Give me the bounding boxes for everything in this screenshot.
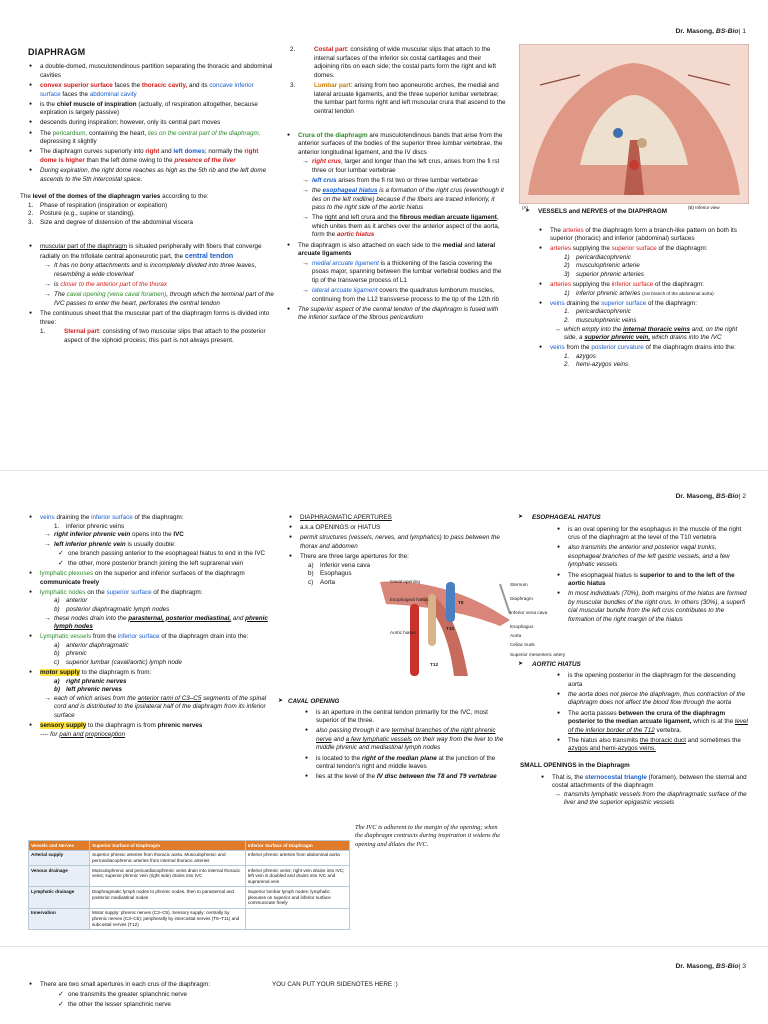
list-item: → is closer to the anterior part of the thorax [54,281,276,290]
side-note: The IVC is adherent to the margin of the opening; when the diaphragm contracts during inspiration it widens the opening and dilates the IVC. [355,824,501,848]
fig-label-eso: Esophageal hiatus [390,597,429,602]
list-item: ● is an oval opening for the esophagus in the muscle of the right crus of the diaphragm at the level of the T10 vertebra [568,526,748,543]
list-item: ● a double-domed, musculotendinous partition separating the thoracic and abdominal cavities [40,63,276,80]
list-item: ● In most individuals (70%), both margins of the hiatus are formed by muscular bundles of the right crus. In others (30%), a superfi cial muscular bundle from the left crus contributes to the formation of the right margin of the hiatus [568,590,748,624]
ivc-shape [446,582,455,622]
aorta-shape [410,604,419,676]
p1-col3 [525,208,750,372]
list-item: → medial arcuate ligament is a thickening of the fascia covering the psoas major, spanning between the lumbar vertebral bodies and the tip of the transverse process of L1 [312,260,508,286]
list-item: 3. Lumbar part: arising from two aponeurotic arches, the medial and lateral arcuate ligaments, and the three superior lumbar vertebrae; the lumbar part forms right and left muscular crura that ascend to the central tendon [290,82,506,115]
list-item: ● The esophageal hiatus is superior to and to the left of the aortic hiatus [568,572,748,589]
list-item: → right inferior phrenic vein opens into the IVC [54,531,278,540]
list-item: ✓ one transmits the greater splanchnic nerve [68,991,278,1000]
list-item: ● is the opening posterior in the diaphragm for the descending aorta [568,672,748,689]
author: Dr. Masong, [675,28,715,35]
list-item: ● The aorta passes between the crura of the diaphragm posterior to the median arcuate ligament, which is at the level of the inferior border of the T12 vertebra. [568,710,748,736]
list-item: 2. Costal part: consisting of wide muscular slips that attach to the internal surfaces of the inferior six costal cartilages and their adjoining ribs on each side; the costal parts form the right and left domes. [290,46,497,79]
section-title: ➤ CAVAL OPENING [278,698,340,705]
fig-label-t12: T12 [430,662,439,667]
list-item: → The right and left crura and the fibrous median arcuate ligament, which unites them as it arches over the anterior aspect of the aorta, form the aortic hiatus [312,214,508,240]
list-item: ✓ the other the lesser splanchnic nerve [68,1001,278,1010]
section-title: ➤ AORTIC HIATUS [518,660,581,668]
p3-col1 [28,981,278,1011]
list-item: ● motor supply to the diaphragm is from: a) right phrenic nerves b) left phrenic nerves → each of which arises from the anterior rami of C3–C5 segments of the spinal cord and is distributed to the ipsilateral half of the diaphragm from its inferior surface [40,669,278,720]
list-item: ● also passing through it are terminal branches of the right phrenic nerve and a few lymphatic vessels on their way from the liver to the middle phrenic and mediastinal lymph nodes [316,727,504,753]
list-item: → It has no bony attachments and is incompletely divided into three leaves, resembling a wide cloverleaf [54,262,276,279]
list-item: ● The diaphragm is also attached on each side to the medial and lateral arcuate ligaments → medial arcuate ligament is a thickening of the fascia covering the psoas major, spanning between the lumbar vertebral bodies and the tip of the transverse process of L1 → lateral arcuate ligament covers the quadratus lumborum muscles, continuing from the L12 transverse process to the tip of the 12th rib [298,242,508,305]
figure-label: (B) Inferior view [688,205,720,210]
course: BS-Bio [715,28,739,35]
apertures-figure [350,574,566,678]
list-item: → left inferior phrenic vein is usually double: ✓ one branch passing anterior to the esophageal hiatus to end in the IVC ✓ the other, more posterior branch joining the left suprarenal vein [54,541,278,568]
list-item: ● convex superior surface faces the thoracic cavity, and its concave inferior surface faces the abdominal cavity [40,82,276,99]
list-item: ● The pericardium, containing the heart, lies on the central part of the diaphragm, depressing it slightly [40,130,276,147]
fig-label-sma: Superior mesenteric artery [510,652,566,657]
p1-col2 [286,46,508,324]
fig-label-caval: Caval opening [390,579,420,584]
list-item: ● veins draining the superior surface of the diaphragm: 1. pericardiacophrenic 2. musculophrenic veins → which empty into the internal thoracic veins and, on the right side, a superior phrenic vein, which drains into the IVC [550,300,750,343]
table-row: Arterial supply Superior phrenic arteries from thoracic aorta. Musculophrenic and pericardiacophrenic arteries from internal thoracic arteries Inferior phrenic arteries from abdominal aorta [29,850,350,865]
list-item: ● veins draining the inferior surface of the diaphragm: 1. inferior phrenic veins → right inferior phrenic vein opens into the IVC → left inferior phrenic vein is usually double: ✓ one branch passing anterior to the esophageal hiatus to end in the IVC ✓ the other, more posterior branch joining the left suprarenal vein [40,514,278,569]
list-item: → each of which arises from the anterior rami of C3–C5 segments of the spinal cord and is distributed to the ipsilateral half of the diaphragm from its inferior surface [54,695,278,721]
fig-label-esophagus: Esophagus [510,624,534,629]
page-divider [0,946,768,947]
list-item: ● lies at the level of the IV disc between the T8 and T9 vertebrae [316,773,504,782]
list-item: ● The superior aspect of the central tendon of the diaphragm is fused with the inferior surface of the fibrous pericardium [298,306,508,323]
table-row: Lymphatic drainage Diaphragmatic lymph nodes to phrenic nodes, then to parasternal and posterior mediastinal nodes Superior lumbar lymph nodes; lymphatic plexuses on superior and inferior surface communicate freely [29,887,350,908]
page-header-2: Dr. Masong, BS-Bio| 2 [675,493,746,500]
list-item: ● is the chief muscle of inspiration (actually, of respiration altogether, because expiration is largely passive) [40,101,276,118]
esophagus-shape [428,594,436,646]
list-item: ● is located to the right of the median plane at the junction of the central tendon's right and middle leaves [316,755,504,772]
list-item: ● The hiatus also transmits the thoracic duct and sometimes the azygos and hemi-azygos veins. [568,737,748,754]
fig-label-celiac: Celiac trunk [510,642,535,647]
list-item: → which empty into the internal thoracic veins and, on the right side, a superior phrenic vein, which drains into the IVC [564,326,750,343]
section-title: SMALL OPENINGS in the Diaphragm [520,761,630,769]
paragraph: The level of the domes of the diaphragm varies according to the: [20,193,209,201]
page-header-3: Dr. Masong, BS-Bio| 3 [675,963,746,970]
table-row: Venous drainage Musculophrenic and pericardiacophrenic veins drain into internal thoracic veins; superior phrenic vein (right side) drains into IVC Inferior phrenic veins; right vein drains into IVC; left vein is doubled and drains into IVC and suprarenal vein [29,866,350,887]
list-item: ● That is, the sternocostal triangle (foramen), between the sternal and costal attachments of the diaphragm → transmits lymphatic vessels from the diaphragmatic surface of the liver and the superior epigastric vessels [552,774,748,808]
list-item: ● also transmits the anterior and posterior vagal trunks, esophageal branches of the left gastric vessels, and a few lymphatic vessels [568,544,748,570]
section-title: ➤ ESOPHAGEAL HIATUS [518,514,601,521]
list-item: ● The continuous sheet that the muscular part of the diaphragm forms is divided into three: 1. Sternal part: consisting of two muscular slips that attach to the posterior aspect of the xiphoid process; this part is not always present. [40,310,276,345]
page-divider [0,470,768,471]
list-item: ● There are three large apertures for the: a) Inferior vena cava b) Esophagus c) Aorta [300,553,504,587]
list-item: → transmits lymphatic vessels from the diaphragmatic surface of the liver and the superior epigastric vessels [564,791,748,808]
list-item: ● a.k.a OPENINGS or HIATUS [300,524,504,533]
list-item: ● is an aperture in the central tendon primarily for the IVC, most superior of the three. [316,709,504,726]
p2-col2b [278,698,504,783]
list-item: ✓ one branch passing anterior to the esophageal hiatus to end in the IVC [68,550,278,559]
fig-label-aortic: Aortic hiatus [390,630,416,635]
table-header-row: Vessels and Nerves Superior Surface of Diaphragm Inferior Surface of Diaphragm [29,841,350,851]
list-item: → these nodes drain into the parasternal, posterior mediastinal, and phrenic lymph nodes [54,615,278,632]
vessels-nerves-table [28,840,350,930]
section-title: ➤ VESSELS and NERVES of the DIAPHRAGM [525,208,667,215]
fig-label-ivc: Inferior vena cava [510,610,548,615]
fig-label-t10: T10 [446,626,455,631]
fig-label-sternum: Sternum [510,582,528,587]
fig-label-aorta: Aorta [510,633,522,638]
list-item: ● lymphatic plexuses on the superior and inferior surfaces of the diaphragm communicate freely [40,570,278,587]
page-header-1 [675,27,746,36]
list-item: ● arteries supplying the superior surface of the diaphragm: 1) pericardiacophrenic 2) musculophrenic arterie 3) superior phrenic arteries [550,245,750,279]
list-item: ● sensory supply to the diaphragm is from phrenic nerves ---- for pain and proprioception [40,722,278,739]
p1-col1 [20,46,276,347]
list-item: ● There are two small apertures in each crus of the diaphragm: ✓ one transmits the greater splanchnic nerve ✓ the other the lesser splanchnic nerve [40,981,278,1009]
list-item: → left crus arises from the fi rst two or three lumbar vertebrae [312,177,508,186]
list-item: ● Lymphatic vessels from the inferior surface of the diaphragm drain into the: a) anterior diaphragmatic b) phrenic c) superior lumbar (caval/aortic) lymph node [40,633,278,667]
page-title: DIAPHRAGM [28,47,86,57]
figure-label: (A) [522,205,528,210]
level-list: 1. Phase of respiration (inspiration or expiration) 2. Posture (e.g., supine or standing). 3. Size and degree of distension of the abdominal viscera [28,201,193,226]
list-item: ● lymphatic nodes on the superior surface of the diaphragm: a) anterior b) posterior diaphragmatic lymph nodes → these nodes drain into the parasternal, posterior mediastinal, and phrenic lymph nodes [40,589,278,632]
list-item: → The caval opening (vena caval foramen), through which the terminal part of the IVC passes to enter the heart, perforates the central tendon [54,291,276,308]
list-item: → the esophageal hiatus is a formation of the right crus (eventhough it lies on the left midline) because if the fibers are traced inferiorly, it pass to the right side of the aortic hiatus [312,187,508,213]
list-item: ✓ the other, more posterior branch joining the left suprarenal vein [68,560,278,569]
p2-col3 [520,514,748,809]
list-item: ● the aorta does not pierce the diaphragm, thus contraction of the diaphragm does not affect the blood flow through the aorta [568,691,748,708]
page-number: | 1 [738,28,746,35]
list-item: ● The arteries of the diaphragm form a branch-like pattern on both its superior (thoracic) and inferior (abdominal) surfaces [550,227,750,244]
list-item: ● muscular part of the diaphragm is situated peripherally with fibers that converge radially on the trifoliate central aponeurotic part, the central tendon → It has no bony attachments and is incompletely divided into three leaves, resembling a wide cloverleaf → is closer to the anterior part of the thorax → The caval opening (vena caval foramen), through which the terminal part of the IVC passes to enter the heart, perforates the central tendon [40,243,276,308]
list-item: ● veins from the posterior curvature of the diaphragm drains into the: 1. azygos 2. hemi-azygos veins [550,344,750,370]
list-item: ● permit structures (vessels, nerves, and lymphatics) to pass between the thorax and abdomen [300,534,504,551]
diaphragm-anatomy-figure [519,44,749,204]
list-item: → lateral arcuate ligament covers the quadratus lumborum muscles, continuing from the L12 transverse process to the tip of the 12th rib [312,287,508,304]
fig-label-t8: T8 [458,600,464,605]
sternum-shape [500,584,510,614]
sidenote-placeholder: YOU CAN PUT YOUR SIDENOTES HERE :) [272,981,398,988]
fig-label-diaphragm: Diaphragm [510,596,533,601]
list-item: ● The diaphragm curves superiorly into right and left domes; normally the right dome is higher than the left dome owing to the presence of the liver [40,148,276,165]
p2-col1 [28,514,278,741]
section-title: ● DIAPHRAGMATIC APERTURES [300,514,504,523]
list-item: → right crus, larger and longer than the left crus, arises from the fi rst three or four lumbar vertebrae [312,158,508,175]
diaphragm-illustration [520,45,748,203]
list-item: ● Crura of the diaphragm are musculotendinous bands that arise from the anterior surfaces of the bodies of the superior three lumbar vertebrae, the anterior longitudinal ligament, and the IV discs → right crus, larger and longer than the left crus, arises from the fi rst three or four lumbar vertebrae → left crus arises from the fi rst two or three lumbar vertebrae → the esophageal hiatus is a formation of the right crus (eventhough it lies on the left midline) because if the fibers are traced inferiorly, it pass to the right side of the aortic hiatus → The right and left crura and the fibrous median arcuate ligament, which unites them as it arches over the anterior aspect of the aorta, form the aortic hiatus [298,132,508,241]
list-item: ● arteries supplying the inferior surface of the diaphragm: 1) inferior phrenic arteries (1st branch of the abdominal aorta) [550,281,750,298]
table-row: Innervation Motor supply: phrenic nerves (C3–C5). Sensory supply: centrally by phrenic nerves (C3–C5); peripherally by intercostal nerves (T5–T11) and subcostal nerves (T12) [29,908,350,929]
list-item: ● descends during inspiration; however, only its central part moves [40,119,276,128]
list-item: ● During expiration, the right dome reaches as high as the 5th rib and the left dome ascends to the 5th intercostal space. [40,167,276,184]
